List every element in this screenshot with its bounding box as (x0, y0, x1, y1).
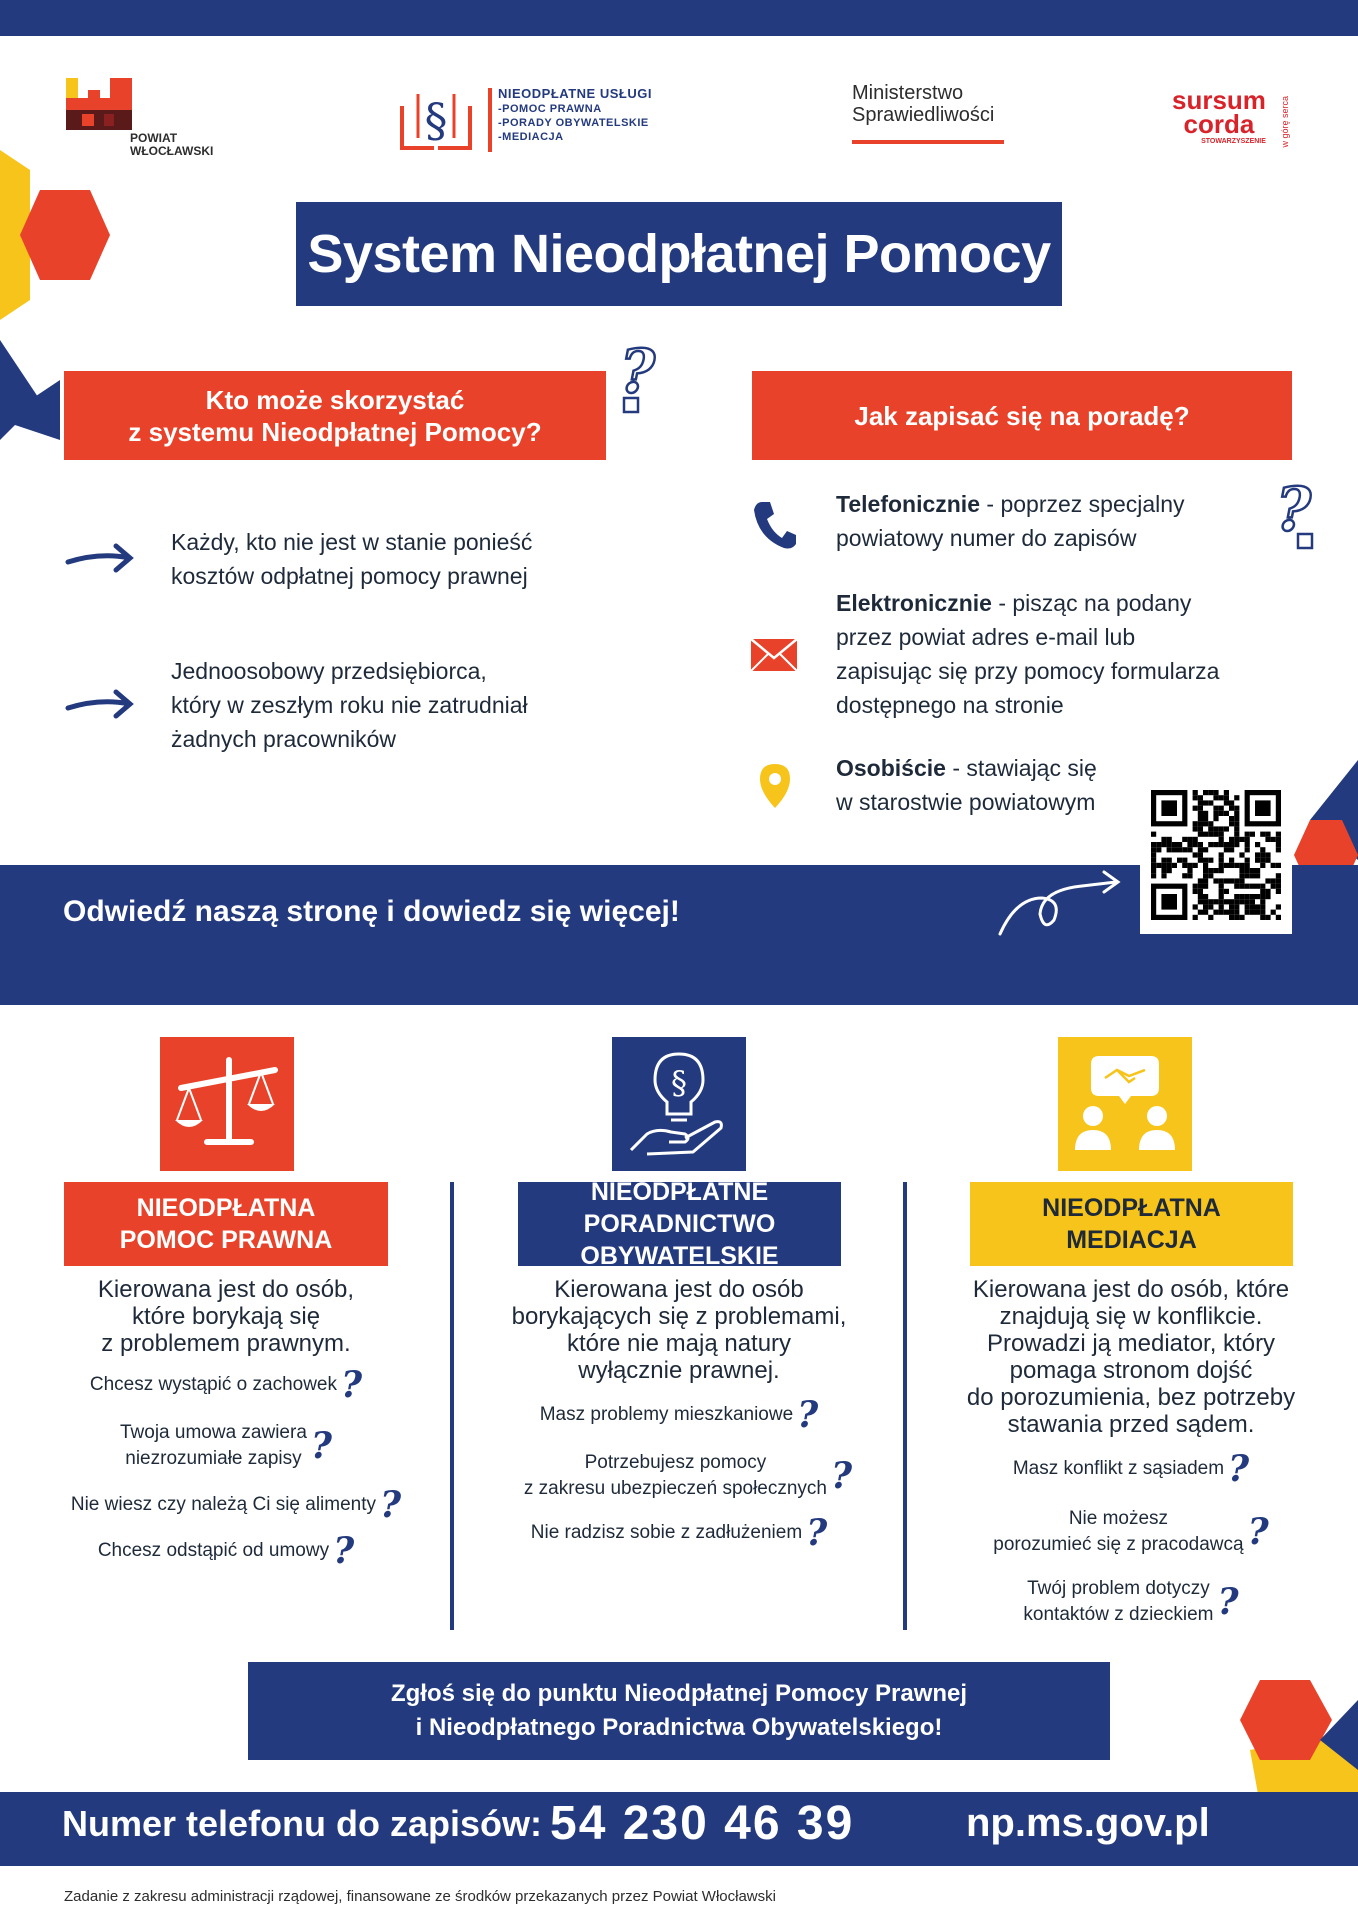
question-mark-icon: ? (1228, 1448, 1250, 1490)
footer-phone-number[interactable]: 54 230 46 39 (550, 1797, 855, 1850)
powiat-logo (66, 78, 132, 135)
svg-text:?: ? (620, 340, 656, 407)
card-question-text: Masz problemy mieszkaniowe (539, 1404, 794, 1425)
card-heading-line: MEDIACJA (1066, 1226, 1197, 1254)
how-item-email-title: Elektronicznie (836, 590, 992, 616)
page-title: System Nieodpłatnej Pomocy (296, 202, 1062, 306)
card-question-text: Nie możesz (1068, 1508, 1169, 1529)
footer-phone-label: Numer telefonu do zapisów: (62, 1803, 543, 1844)
card-desc-line: stawania przed sądem. (1007, 1411, 1255, 1438)
ns-logo-line: -PORADY OBYWATELSKIE (498, 117, 649, 129)
question-mark-icon: ? (310, 1425, 332, 1467)
card-question (498, 1394, 860, 1436)
card-question-text: kontaktów z dzieckiem (1023, 1604, 1214, 1625)
how-item-line: powiatowy numer do zapisów (836, 525, 1137, 551)
powiat-logo-line1: POWIAT (130, 131, 178, 145)
card-question-text: niezrozumiałe zapisy (125, 1448, 302, 1469)
card-desc-line: znajdują się w konflikcie. (999, 1303, 1263, 1330)
call-to-action-box (248, 1662, 1110, 1760)
who-item-line: który w zeszłym roku nie zatrudniał (171, 692, 528, 718)
sursum-line2: corda (1183, 109, 1255, 139)
how-item-line: w starostwie powiatowym (836, 789, 1096, 815)
cta-line: Zgłoś się do punktu Nieodpłatnej Pomocy Prawnej (390, 1680, 968, 1707)
svg-text:§: § (671, 1064, 687, 1102)
question-bubble-icon (1272, 478, 1332, 558)
question-mark-icon: ? (1217, 1581, 1239, 1623)
how-item-phone-text: - poprzez specjalny (980, 491, 1185, 517)
how-item-personal-title: Osobiście (836, 755, 946, 781)
who-heading (64, 371, 606, 460)
ns-logo-text (498, 86, 652, 144)
card-desc-line: borykających się z problemami, (511, 1303, 847, 1330)
card-heading-line: NIEODPŁATNA (136, 1194, 316, 1222)
card-question-text: porozumieć się z pracodawcą (993, 1534, 1244, 1555)
card-question (950, 1506, 1312, 1558)
ns-logo-line: -POMOC PRAWNA (498, 103, 602, 115)
who-item-line: kosztów odpłatnej pomocy prawnej (171, 563, 528, 589)
cta-line: i Nieodpłatnego Poradnictwa Obywatelskiego! (415, 1714, 943, 1741)
phone-icon (752, 498, 796, 550)
card-mediation-description (940, 1276, 1322, 1438)
question-mark-icon: ? (831, 1455, 853, 1497)
paragraph-book-icon (398, 78, 474, 154)
sursum-side-text: w górę serca (1280, 96, 1290, 148)
card-question (64, 1420, 388, 1472)
card-legal-aid-heading (64, 1182, 388, 1266)
footer-website-link[interactable]: np.ms.gov.pl (966, 1801, 1210, 1845)
question-mark-icon: ? (797, 1394, 819, 1436)
how-item-email-text: - pisząc na podany (991, 590, 1192, 616)
who-item-line: Jednoosobowy przedsiębiorca, (171, 658, 487, 684)
qr-code[interactable] (1140, 776, 1292, 934)
card-desc-line: Kierowana jest do osób (554, 1276, 804, 1303)
card-heading-line: PORADNICTWO OBYWATELSKIE (580, 1210, 779, 1270)
scales-icon (171, 1048, 283, 1160)
card-question (64, 1530, 388, 1572)
how-heading: Jak zapisać się na poradę? (752, 371, 1292, 460)
powiat-logo-line2: WŁOCŁAWSKI (130, 144, 214, 158)
card-desc-line: wyłącznie prawnej. (578, 1357, 780, 1384)
card-question (950, 1576, 1312, 1628)
how-item-line: zapisując się przy pomocy formularza (836, 658, 1220, 684)
location-pin-icon (758, 762, 792, 810)
column-divider (903, 1182, 907, 1630)
who-heading-line2: z systemu Nieodpłatnej Pomocy? (128, 416, 542, 447)
ministry-logo (852, 82, 1004, 144)
card-desc-line: Kierowana jest do osób, (97, 1276, 355, 1303)
curly-arrow-icon (996, 868, 1126, 940)
question-mark-icon: ? (806, 1512, 828, 1554)
card-desc-line: które borykają się (131, 1303, 321, 1330)
who-item-2 (171, 654, 528, 756)
card-question (54, 1484, 418, 1526)
column-divider (450, 1182, 454, 1630)
card-question-text: Potrzebujesz pomocy (584, 1452, 767, 1473)
card-desc-line: pomaga stronom dojść (1009, 1357, 1253, 1384)
how-item-phone-title: Telefonicznie (836, 491, 980, 517)
card-question (64, 1364, 388, 1406)
mediation-icon (1069, 1048, 1181, 1160)
card-heading-line: NIEODPŁATNE (590, 1178, 769, 1206)
sursum-corda-logo (1172, 85, 1266, 148)
email-icon (750, 638, 798, 672)
ministry-line2: Sprawiedliwości (852, 104, 995, 126)
lightbulb-hand-icon (623, 1048, 735, 1160)
who-heading-line1: Kto może skorzystać (205, 384, 465, 415)
card-question (498, 1512, 860, 1554)
how-item-line: dostępnego na stronie (836, 692, 1064, 718)
sursum-sub: STOWARZYSZENIE (1201, 138, 1266, 145)
question-mark-icon: ? (380, 1484, 402, 1526)
card-heading-line: POMOC PRAWNA (119, 1226, 333, 1254)
question-mark-icon: ? (1247, 1511, 1269, 1553)
svg-text:?: ? (1276, 478, 1312, 545)
card-desc-line: które nie mają natury (566, 1330, 792, 1357)
arrow-right-icon (64, 540, 136, 576)
qr-code-graphic (1140, 776, 1292, 934)
ns-logo-title: NIEODPŁATNE USŁUGI (498, 86, 652, 101)
card-desc-line: z problemem prawnym. (101, 1330, 351, 1357)
funding-footnote: Zadanie z zakresu administracji rządowej, finansowane ze środków przekazanych przez Powiat Włocławski (64, 1888, 776, 1905)
card-desc-line: Prowadzi ją mediator, który (986, 1330, 1276, 1357)
card-civic-advice-description (498, 1276, 860, 1384)
ns-logo-divider (488, 88, 492, 152)
card-question-text: Nie wiesz czy należą Ci się alimenty (70, 1494, 377, 1515)
sursum-line1: sursum (1172, 85, 1266, 115)
card-question-text: Masz konflikt z sąsiadem (1012, 1458, 1225, 1479)
card-question (498, 1450, 878, 1502)
card-question-text: Twoja umowa zawiera (119, 1422, 307, 1443)
how-item-line: przez powiat adres e-mail lub (836, 624, 1136, 650)
scales-icon-tile (160, 1037, 294, 1171)
card-question-text: Chcesz wystąpić o zachowek (89, 1374, 337, 1395)
top-bar (0, 0, 1358, 36)
how-item-email (836, 586, 1219, 722)
card-question-text: Nie radzisz sobie z zadłużeniem (530, 1522, 803, 1543)
card-legal-aid-description (64, 1276, 388, 1357)
svg-text:§: § (424, 93, 448, 147)
card-mediation-heading (970, 1182, 1293, 1266)
arrow-right-icon (64, 686, 136, 722)
card-question-text: Twój problem dotyczy (1027, 1578, 1210, 1599)
how-item-personal (836, 751, 1097, 819)
who-item-1 (171, 525, 532, 593)
ministry-underline (852, 140, 1004, 144)
question-mark-icon: ? (333, 1530, 355, 1572)
mediation-icon-tile (1058, 1037, 1192, 1171)
powiat-logo-icon (66, 78, 132, 130)
who-item-line: Każdy, kto nie jest w stanie ponieść (171, 529, 533, 555)
card-desc-line: Kierowana jest do osób, które (972, 1276, 1290, 1303)
card-question-text: Chcesz odstąpić od umowy (97, 1540, 330, 1561)
ns-logo-line: -MEDIACJA (498, 131, 564, 143)
card-question (950, 1448, 1312, 1490)
card-civic-advice-heading (518, 1178, 841, 1270)
card-desc-line: do porozumienia, bez potrzeby (966, 1384, 1296, 1411)
how-item-personal-text: - stawiając się (945, 755, 1097, 781)
card-heading-line: NIEODPŁATNA (1042, 1194, 1221, 1222)
lightbulb-hand-icon-tile (612, 1037, 746, 1171)
card-question-text: z zakresu ubezpieczeń społecznych (523, 1478, 827, 1499)
website-banner-text: Odwiedź naszą stronę i dowiedz się więcej! (63, 895, 680, 928)
who-item-line: żadnych pracowników (171, 726, 397, 752)
ministry-line1: Ministerstwo (852, 82, 964, 104)
question-bubble-icon (614, 340, 674, 420)
question-mark-icon: ? (341, 1364, 363, 1406)
how-item-phone (836, 487, 1185, 555)
